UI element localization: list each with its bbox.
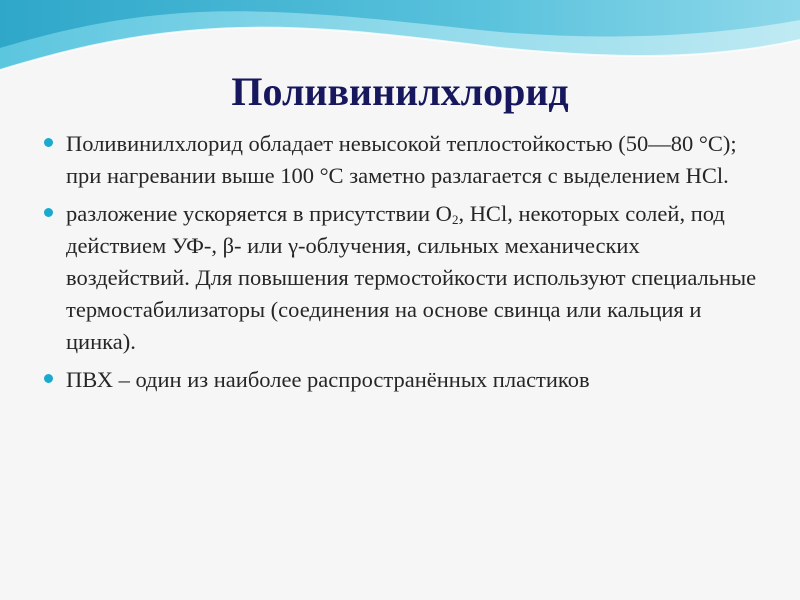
bullet-text-part: , HCl, некоторых солей, под действием УФ-, β- или γ-облучения, сильных механических воздействий. Для повышения термостойкости используют специальные термостабилизаторы (соединения на основе свинца или кальция и цинка). [66, 201, 757, 354]
bullet-dot-icon [44, 374, 53, 383]
bullet-item [40, 364, 760, 396]
bullet-dot-icon [44, 138, 53, 147]
bullet-text: Поливинилхлорид обладает невысокой теплостойкостью (50—80 °С); при нагревании выше 100 °С заметно разлагается с выделением HCl. [66, 131, 737, 188]
bullet-text [66, 198, 760, 358]
bullet-list [40, 128, 760, 402]
slide-title: Поливинилхлорид [231, 69, 569, 114]
bullet-dot-icon [44, 208, 53, 217]
bullet-item [40, 198, 760, 358]
bullet-text-part: разложение ускоряется в присутствии O [66, 201, 452, 226]
subscript: 2 [451, 212, 459, 227]
bullet-item [40, 128, 760, 192]
bullet-text: ПВХ – один из наиболее распространённых пластиков [66, 367, 590, 392]
